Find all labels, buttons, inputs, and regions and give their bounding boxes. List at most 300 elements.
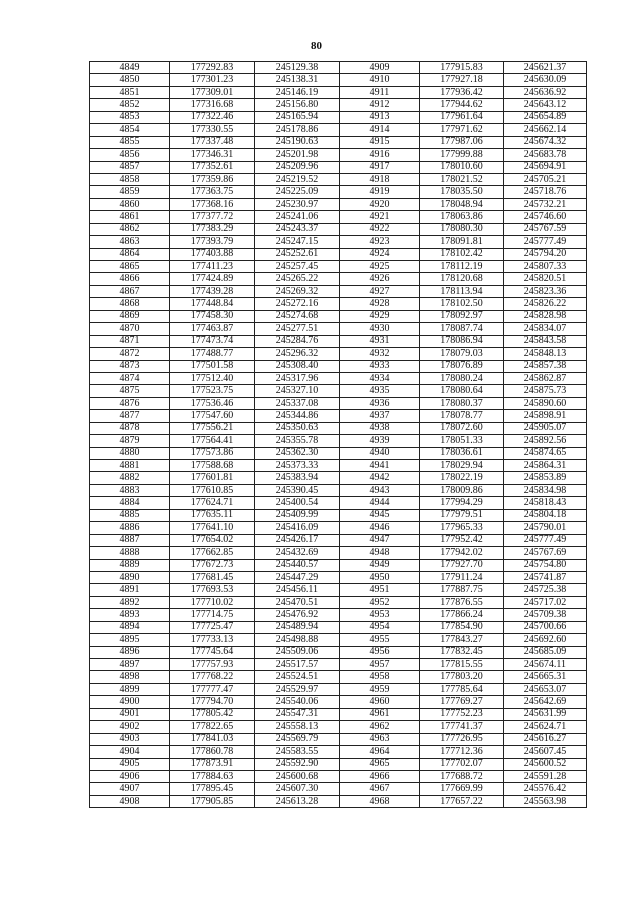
table-row: [90, 360, 587, 372]
table-row: [90, 186, 587, 198]
x-coordinate-right: 177876.55: [420, 596, 504, 608]
y-coordinate-right: 245777.49: [504, 534, 587, 546]
x-coordinate-right: 178063.86: [420, 211, 504, 223]
y-coordinate-left: 245225.09: [255, 186, 340, 198]
x-coordinate-left: 177662.85: [170, 547, 255, 559]
x-coordinate-left: 177309.01: [170, 86, 255, 98]
point-number-left: 4862: [90, 223, 170, 235]
x-coordinate-left: 177501.58: [170, 360, 255, 372]
x-coordinate-left: 177352.61: [170, 161, 255, 173]
x-coordinate-right: 177942.02: [420, 547, 504, 559]
point-number-right: 4943: [340, 484, 420, 496]
y-coordinate-left: 245390.45: [255, 484, 340, 496]
x-coordinate-right: 178048.94: [420, 198, 504, 210]
y-coordinate-left: 245277.51: [255, 323, 340, 335]
y-coordinate-left: 245296.32: [255, 348, 340, 360]
point-number-left: 4907: [90, 783, 170, 795]
point-number-left: 4879: [90, 435, 170, 447]
point-number-right: 4953: [340, 609, 420, 621]
x-coordinate-left: 177316.68: [170, 99, 255, 111]
x-coordinate-right: 178078.77: [420, 410, 504, 422]
y-coordinate-right: 245843.58: [504, 335, 587, 347]
point-number-right: 4962: [340, 721, 420, 733]
point-number-left: 4895: [90, 634, 170, 646]
point-number-right: 4922: [340, 223, 420, 235]
point-number-left: 4886: [90, 522, 170, 534]
x-coordinate-left: 177523.75: [170, 385, 255, 397]
point-number-right: 4948: [340, 547, 420, 559]
point-number-left: 4880: [90, 447, 170, 459]
x-coordinate-left: 177822.65: [170, 721, 255, 733]
table-row: [90, 173, 587, 185]
table-row: [90, 795, 587, 807]
x-coordinate-right: 178113.94: [420, 285, 504, 297]
point-number-right: 4942: [340, 472, 420, 484]
table-row: [90, 410, 587, 422]
y-coordinate-left: 245498.88: [255, 634, 340, 646]
x-coordinate-right: 178072.60: [420, 422, 504, 434]
y-coordinate-left: 245383.94: [255, 472, 340, 484]
x-coordinate-left: 177337.48: [170, 136, 255, 148]
table-row: [90, 746, 587, 758]
x-coordinate-left: 177610.85: [170, 484, 255, 496]
point-number-right: 4959: [340, 683, 420, 695]
table-row: [90, 671, 587, 683]
x-coordinate-left: 177624.71: [170, 497, 255, 509]
x-coordinate-left: 177439.28: [170, 285, 255, 297]
y-coordinate-left: 245432.69: [255, 547, 340, 559]
point-number-left: 4872: [90, 348, 170, 360]
table-row: [90, 236, 587, 248]
x-coordinate-left: 177547.60: [170, 410, 255, 422]
point-number-right: 4944: [340, 497, 420, 509]
point-number-left: 4855: [90, 136, 170, 148]
x-coordinate-right: 177866.24: [420, 609, 504, 621]
x-coordinate-right: 177887.75: [420, 584, 504, 596]
x-coordinate-left: 177424.89: [170, 273, 255, 285]
y-coordinate-left: 245447.29: [255, 571, 340, 583]
point-number-right: 4932: [340, 348, 420, 360]
table-row: [90, 484, 587, 496]
coordinates-table: [89, 61, 587, 808]
point-number-right: 4926: [340, 273, 420, 285]
y-coordinate-right: 245890.60: [504, 397, 587, 409]
point-number-right: 4955: [340, 634, 420, 646]
point-number-right: 4921: [340, 211, 420, 223]
x-coordinate-left: 177458.30: [170, 310, 255, 322]
x-coordinate-right: 178086.94: [420, 335, 504, 347]
x-coordinate-left: 177895.45: [170, 783, 255, 795]
table-row: [90, 783, 587, 795]
point-number-left: 4892: [90, 596, 170, 608]
y-coordinate-right: 245754.80: [504, 559, 587, 571]
y-coordinate-right: 245653.07: [504, 683, 587, 695]
y-coordinate-left: 245489.94: [255, 621, 340, 633]
table-row: [90, 721, 587, 733]
x-coordinate-left: 177733.13: [170, 634, 255, 646]
point-number-left: 4884: [90, 497, 170, 509]
y-coordinate-right: 245767.59: [504, 223, 587, 235]
x-coordinate-right: 177965.33: [420, 522, 504, 534]
point-number-right: 4939: [340, 435, 420, 447]
x-coordinate-right: 177936.42: [420, 86, 504, 98]
table-row: [90, 198, 587, 210]
point-number-left: 4882: [90, 472, 170, 484]
point-number-right: 4941: [340, 460, 420, 472]
x-coordinate-right: 178080.37: [420, 397, 504, 409]
y-coordinate-right: 245563.98: [504, 795, 587, 807]
x-coordinate-right: 178080.64: [420, 385, 504, 397]
y-coordinate-right: 245874.65: [504, 447, 587, 459]
point-number-right: 4956: [340, 646, 420, 658]
x-coordinate-right: 178091.81: [420, 236, 504, 248]
y-coordinate-left: 245524.51: [255, 671, 340, 683]
table-row: [90, 335, 587, 347]
y-coordinate-left: 245178.86: [255, 124, 340, 136]
point-number-right: 4920: [340, 198, 420, 210]
table-row: [90, 435, 587, 447]
y-coordinate-left: 245257.45: [255, 261, 340, 273]
x-coordinate-left: 177768.22: [170, 671, 255, 683]
point-number-left: 4908: [90, 795, 170, 807]
table-row: [90, 261, 587, 273]
x-coordinate-right: 178102.50: [420, 298, 504, 310]
table-row: [90, 248, 587, 260]
y-coordinate-left: 245337.08: [255, 397, 340, 409]
point-number-left: 4894: [90, 621, 170, 633]
table-row: [90, 683, 587, 695]
table-row: [90, 62, 587, 74]
x-coordinate-left: 177573.86: [170, 447, 255, 459]
x-coordinate-right: 178036.61: [420, 447, 504, 459]
point-number-right: 4937: [340, 410, 420, 422]
table-row: [90, 223, 587, 235]
table-row: [90, 136, 587, 148]
point-number-left: 4875: [90, 385, 170, 397]
y-coordinate-left: 245583.55: [255, 746, 340, 758]
point-number-left: 4876: [90, 397, 170, 409]
x-coordinate-left: 177693.53: [170, 584, 255, 596]
x-coordinate-left: 177473.74: [170, 335, 255, 347]
x-coordinate-right: 177999.88: [420, 149, 504, 161]
point-number-right: 4961: [340, 708, 420, 720]
point-number-right: 4968: [340, 795, 420, 807]
y-coordinate-right: 245643.12: [504, 99, 587, 111]
x-coordinate-right: 178029.94: [420, 460, 504, 472]
y-coordinate-left: 245344.86: [255, 410, 340, 422]
point-number-left: 4871: [90, 335, 170, 347]
x-coordinate-right: 177915.83: [420, 62, 504, 74]
x-coordinate-right: 177987.06: [420, 136, 504, 148]
y-coordinate-left: 245355.78: [255, 435, 340, 447]
point-number-right: 4938: [340, 422, 420, 434]
table-row: [90, 559, 587, 571]
y-coordinate-right: 245616.27: [504, 733, 587, 745]
point-number-left: 4859: [90, 186, 170, 198]
y-coordinate-right: 245834.98: [504, 484, 587, 496]
y-coordinate-left: 245156.80: [255, 99, 340, 111]
y-coordinate-right: 245853.89: [504, 472, 587, 484]
table-row: [90, 534, 587, 546]
point-number-left: 4885: [90, 509, 170, 521]
point-number-right: 4930: [340, 323, 420, 335]
point-number-left: 4887: [90, 534, 170, 546]
point-number-right: 4960: [340, 696, 420, 708]
x-coordinate-right: 177927.70: [420, 559, 504, 571]
point-number-right: 4963: [340, 733, 420, 745]
x-coordinate-left: 177368.16: [170, 198, 255, 210]
table-row: [90, 696, 587, 708]
x-coordinate-left: 177601.81: [170, 472, 255, 484]
point-number-right: 4931: [340, 335, 420, 347]
point-number-right: 4911: [340, 86, 420, 98]
x-coordinate-right: 177657.22: [420, 795, 504, 807]
y-coordinate-right: 245746.60: [504, 211, 587, 223]
point-number-right: 4949: [340, 559, 420, 571]
point-number-left: 4860: [90, 198, 170, 210]
point-number-right: 4910: [340, 74, 420, 86]
y-coordinate-right: 245767.69: [504, 547, 587, 559]
table-row: [90, 111, 587, 123]
point-number-left: 4854: [90, 124, 170, 136]
x-coordinate-right: 178079.03: [420, 348, 504, 360]
table-row: [90, 509, 587, 521]
y-coordinate-left: 245362.30: [255, 447, 340, 459]
table-row: [90, 447, 587, 459]
x-coordinate-right: 178076.89: [420, 360, 504, 372]
point-number-right: 4940: [340, 447, 420, 459]
point-number-right: 4915: [340, 136, 420, 148]
x-coordinate-right: 178112.19: [420, 261, 504, 273]
y-coordinate-right: 245862.87: [504, 372, 587, 384]
point-number-right: 4935: [340, 385, 420, 397]
y-coordinate-right: 245694.91: [504, 161, 587, 173]
point-number-right: 4951: [340, 584, 420, 596]
table-row: [90, 372, 587, 384]
point-number-right: 4913: [340, 111, 420, 123]
y-coordinate-right: 245807.33: [504, 261, 587, 273]
x-coordinate-left: 177292.83: [170, 62, 255, 74]
page-number: 80: [311, 40, 322, 52]
y-coordinate-right: 245607.45: [504, 746, 587, 758]
point-number-right: 4927: [340, 285, 420, 297]
point-number-left: 4866: [90, 273, 170, 285]
x-coordinate-right: 178080.30: [420, 223, 504, 235]
y-coordinate-left: 245592.90: [255, 758, 340, 770]
y-coordinate-right: 245823.36: [504, 285, 587, 297]
y-coordinate-right: 245636.92: [504, 86, 587, 98]
y-coordinate-right: 245683.78: [504, 149, 587, 161]
y-coordinate-right: 245857.38: [504, 360, 587, 372]
table-row: [90, 99, 587, 111]
point-number-right: 4923: [340, 236, 420, 248]
y-coordinate-left: 245243.37: [255, 223, 340, 235]
y-coordinate-right: 245662.14: [504, 124, 587, 136]
x-coordinate-left: 177403.88: [170, 248, 255, 260]
point-number-right: 4966: [340, 770, 420, 782]
y-coordinate-right: 245642.69: [504, 696, 587, 708]
point-number-left: 4873: [90, 360, 170, 372]
x-coordinate-left: 177841.03: [170, 733, 255, 745]
y-coordinate-left: 245209.96: [255, 161, 340, 173]
x-coordinate-right: 177961.64: [420, 111, 504, 123]
table-row: [90, 758, 587, 770]
table-row: [90, 770, 587, 782]
point-number-left: 4888: [90, 547, 170, 559]
y-coordinate-left: 245230.97: [255, 198, 340, 210]
y-coordinate-right: 245848.13: [504, 348, 587, 360]
point-number-left: 4864: [90, 248, 170, 260]
y-coordinate-left: 245274.68: [255, 310, 340, 322]
x-coordinate-left: 177654.02: [170, 534, 255, 546]
table-row: [90, 472, 587, 484]
y-coordinate-right: 245700.66: [504, 621, 587, 633]
coordinates-table-body: [90, 62, 587, 808]
table-row: [90, 348, 587, 360]
point-number-right: 4918: [340, 173, 420, 185]
x-coordinate-right: 178080.24: [420, 372, 504, 384]
point-number-left: 4902: [90, 721, 170, 733]
point-number-left: 4858: [90, 173, 170, 185]
x-coordinate-right: 177726.95: [420, 733, 504, 745]
y-coordinate-left: 245600.68: [255, 770, 340, 782]
x-coordinate-left: 177393.79: [170, 236, 255, 248]
point-number-right: 4916: [340, 149, 420, 161]
point-number-left: 4874: [90, 372, 170, 384]
table-row: [90, 149, 587, 161]
point-number-left: 4898: [90, 671, 170, 683]
y-coordinate-right: 245591.28: [504, 770, 587, 782]
y-coordinate-left: 245476.92: [255, 609, 340, 621]
table-row: [90, 385, 587, 397]
point-number-left: 4906: [90, 770, 170, 782]
y-coordinate-right: 245692.60: [504, 634, 587, 646]
x-coordinate-left: 177588.68: [170, 460, 255, 472]
x-coordinate-left: 177860.78: [170, 746, 255, 758]
point-number-right: 4954: [340, 621, 420, 633]
x-coordinate-right: 177752.23: [420, 708, 504, 720]
y-coordinate-right: 245624.71: [504, 721, 587, 733]
x-coordinate-right: 178035.50: [420, 186, 504, 198]
point-number-left: 4857: [90, 161, 170, 173]
point-number-left: 4901: [90, 708, 170, 720]
y-coordinate-left: 245201.98: [255, 149, 340, 161]
y-coordinate-right: 245600.52: [504, 758, 587, 770]
x-coordinate-right: 178051.33: [420, 435, 504, 447]
table-row: [90, 161, 587, 173]
y-coordinate-right: 245898.91: [504, 410, 587, 422]
point-number-left: 4861: [90, 211, 170, 223]
x-coordinate-left: 177757.93: [170, 659, 255, 671]
point-number-left: 4849: [90, 62, 170, 74]
x-coordinate-left: 177556.21: [170, 422, 255, 434]
y-coordinate-left: 245569.79: [255, 733, 340, 745]
table-row: [90, 733, 587, 745]
y-coordinate-right: 245804.18: [504, 509, 587, 521]
point-number-right: 4958: [340, 671, 420, 683]
table-row: [90, 323, 587, 335]
table-row: [90, 460, 587, 472]
x-coordinate-left: 177488.77: [170, 348, 255, 360]
x-coordinate-left: 177383.29: [170, 223, 255, 235]
table-row: [90, 273, 587, 285]
point-number-right: 4909: [340, 62, 420, 74]
y-coordinate-left: 245190.63: [255, 136, 340, 148]
table-row: [90, 659, 587, 671]
y-coordinate-right: 245732.21: [504, 198, 587, 210]
point-number-right: 4950: [340, 571, 420, 583]
point-number-left: 4890: [90, 571, 170, 583]
x-coordinate-left: 177884.63: [170, 770, 255, 782]
point-number-left: 4856: [90, 149, 170, 161]
point-number-left: 4852: [90, 99, 170, 111]
x-coordinate-right: 177712.36: [420, 746, 504, 758]
x-coordinate-right: 178102.42: [420, 248, 504, 260]
x-coordinate-left: 177641.10: [170, 522, 255, 534]
point-number-left: 4878: [90, 422, 170, 434]
x-coordinate-left: 177463.87: [170, 323, 255, 335]
x-coordinate-right: 178087.74: [420, 323, 504, 335]
y-coordinate-left: 245129.38: [255, 62, 340, 74]
y-coordinate-right: 245818.43: [504, 497, 587, 509]
x-coordinate-left: 177301.23: [170, 74, 255, 86]
y-coordinate-right: 245674.32: [504, 136, 587, 148]
point-number-left: 4905: [90, 758, 170, 770]
table-row: [90, 584, 587, 596]
x-coordinate-right: 177927.18: [420, 74, 504, 86]
y-coordinate-right: 245674.11: [504, 659, 587, 671]
y-coordinate-left: 245540.06: [255, 696, 340, 708]
table-row: [90, 422, 587, 434]
x-coordinate-left: 177725.47: [170, 621, 255, 633]
table-row: [90, 547, 587, 559]
x-coordinate-left: 177805.42: [170, 708, 255, 720]
point-number-left: 4904: [90, 746, 170, 758]
table-row: [90, 211, 587, 223]
x-coordinate-left: 177377.72: [170, 211, 255, 223]
x-coordinate-right: 177702.07: [420, 758, 504, 770]
x-coordinate-right: 178092.97: [420, 310, 504, 322]
point-number-left: 4899: [90, 683, 170, 695]
table-row: [90, 74, 587, 86]
y-coordinate-left: 245350.63: [255, 422, 340, 434]
point-number-right: 4952: [340, 596, 420, 608]
y-coordinate-right: 245725.38: [504, 584, 587, 596]
y-coordinate-right: 245717.02: [504, 596, 587, 608]
table-row: [90, 609, 587, 621]
point-number-right: 4925: [340, 261, 420, 273]
x-coordinate-left: 177905.85: [170, 795, 255, 807]
point-number-right: 4924: [340, 248, 420, 260]
table-row: [90, 497, 587, 509]
table-row: [90, 708, 587, 720]
y-coordinate-left: 245252.61: [255, 248, 340, 260]
table-row: [90, 310, 587, 322]
x-coordinate-right: 178022.19: [420, 472, 504, 484]
y-coordinate-right: 245794.20: [504, 248, 587, 260]
y-coordinate-left: 245241.06: [255, 211, 340, 223]
y-coordinate-left: 245138.31: [255, 74, 340, 86]
y-coordinate-right: 245905.07: [504, 422, 587, 434]
table-row: [90, 285, 587, 297]
x-coordinate-right: 178009.86: [420, 484, 504, 496]
y-coordinate-left: 245247.15: [255, 236, 340, 248]
y-coordinate-right: 245828.98: [504, 310, 587, 322]
y-coordinate-right: 245777.49: [504, 236, 587, 248]
y-coordinate-right: 245685.09: [504, 646, 587, 658]
point-number-right: 4964: [340, 746, 420, 758]
y-coordinate-right: 245709.38: [504, 609, 587, 621]
